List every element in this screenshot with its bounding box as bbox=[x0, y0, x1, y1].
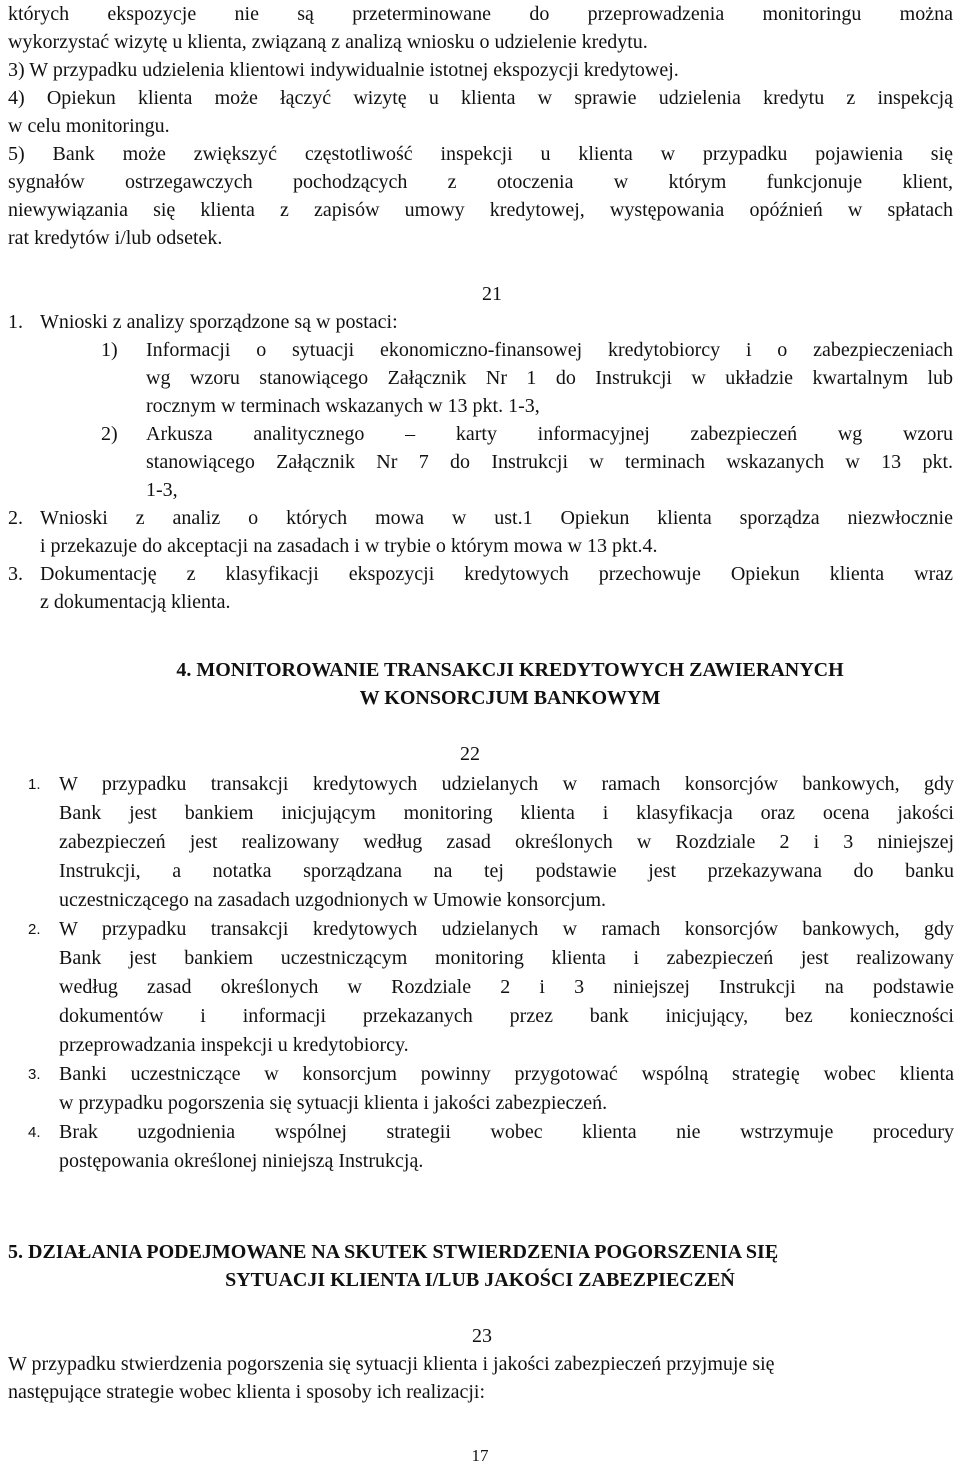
list-item: Wnioski z analiz o których mowa w ust.1 Opiekun klienta sporządza niezwłocznie bbox=[40, 507, 953, 529]
list-number: 2. bbox=[8, 507, 23, 529]
page-number: 17 bbox=[471, 1446, 489, 1465]
list-item-continuation: postępowania określonej niniejszą Instrukcją. bbox=[59, 1150, 424, 1172]
list-item-continuation: zabezpieczeń jest realizowany według zasad określonych w Rozdziale 2 i 3 niniejszej bbox=[59, 831, 954, 853]
list-item: 4) Opiekun klienta może łączyć wizytę u klienta w sprawie udzielenia kredytu z inspekcją bbox=[8, 87, 953, 109]
list-item-continuation: i przekazuje do akceptacji na zasadach i w trybie o którym mowa w 13 pkt.4. bbox=[40, 535, 658, 557]
list-item-continuation: Bank jest bankiem inicjującym monitoring klienta i klasyfikacja oraz ocena jakości bbox=[59, 802, 954, 824]
list-number: 2. bbox=[28, 921, 41, 938]
list-item: Banki uczestniczące w konsorcjum powinny przygotować wspólną strategię wobec klienta bbox=[59, 1063, 954, 1085]
sublist-number: 2) bbox=[101, 423, 118, 445]
sublist-item-continuation: 1-3, bbox=[146, 479, 178, 501]
section-title: SYTUACJI KLIENTA I/LUB JAKOŚCI ZABEZPIECZEŃ bbox=[225, 1269, 735, 1291]
list-item-continuation: Bank jest bankiem uczestniczącym monitoring klienta i zabezpieczeń jest realizowany bbox=[59, 947, 954, 969]
list-item-continuation: Instrukcji, a notatka sporządzana na tej podstawie jest przekazywana do banku bbox=[59, 860, 954, 882]
paragraph-line: wykorzystać wizytę u klienta, związaną z analizą wniosku o udzielenie kredytu. bbox=[8, 31, 648, 53]
list-number: 1. bbox=[8, 311, 23, 333]
paragraph-line: których ekspozycje nie są przeterminowane do przeprowadzenia monitoringu można bbox=[8, 3, 953, 25]
list-number: 3. bbox=[28, 1066, 41, 1083]
sublist-item: Arkusza analitycznego – karty informacyjnej zabezpieczeń wg wzoru bbox=[146, 423, 953, 445]
list-item-continuation: dokumentów i informacji przekazanych przez bank inicjujący, bez konieczności bbox=[59, 1005, 954, 1027]
paragraph-symbol-heading: 21 bbox=[482, 283, 502, 305]
list-item: Wnioski z analizy sporządzone są w postaci: bbox=[40, 311, 398, 333]
section-title: 5. DZIAŁANIA PODEJMOWANE NA SKUTEK STWIERDZENIA POGORSZENIA SIĘ bbox=[8, 1241, 779, 1263]
list-number: 3. bbox=[8, 563, 23, 585]
paragraph-line: następujące strategie wobec klienta i sposoby ich realizacji: bbox=[8, 1381, 486, 1403]
list-item-continuation: w celu monitoringu. bbox=[8, 115, 170, 137]
list-item-continuation: z dokumentacją klienta. bbox=[40, 591, 231, 613]
sublist-number: 1) bbox=[101, 339, 118, 361]
sublist-item-continuation: stanowiącego Załącznik Nr 7 do Instrukcji w terminach wskazanych w 13 pkt. bbox=[146, 451, 953, 473]
list-item-continuation: uczestniczącego na zasadach uzgodnionych w Umowie konsorcjum. bbox=[59, 889, 607, 911]
list-item-continuation: przeprowadzania inspekcji u kredytobiorcy. bbox=[59, 1034, 409, 1056]
list-item-continuation: niewywiązania się klienta z zapisów umowy kredytowej, występowania opóźnień w spłatach bbox=[8, 199, 953, 221]
paragraph-symbol-heading: 22 bbox=[460, 743, 480, 765]
list-item-continuation: według zasad określonych w Rozdziale 2 i 3 niniejszej Instrukcji na podstawie bbox=[59, 976, 954, 998]
section-title: W KONSORCJUM BANKOWYM bbox=[359, 687, 661, 709]
list-item: Dokumentację z klasyfikacji ekspozycji kredytowych przechowuje Opiekun klienta wraz bbox=[40, 563, 953, 585]
list-item-continuation: w przypadku pogorszenia się sytuacji klienta i jakości zabezpieczeń. bbox=[59, 1092, 608, 1114]
paragraph-symbol-heading: 23 bbox=[472, 1325, 492, 1347]
list-item-continuation: rat kredytów i/lub odsetek. bbox=[8, 227, 223, 249]
list-number: 4. bbox=[28, 1124, 41, 1141]
sublist-item: Informacji o sytuacji ekonomiczno-finansowej kredytobiorcy i o zabezpieczeniach bbox=[146, 339, 953, 361]
sublist-item-continuation: rocznym w terminach wskazanych w 13 pkt. 1-3, bbox=[146, 395, 540, 417]
list-item-continuation: sygnałów ostrzegawczych pochodzących z otoczenia w którym funkcjonuje klient, bbox=[8, 171, 953, 193]
list-item: 3) W przypadku udzielenia klientowi indywidualnie istotnej ekspozycji kredytowej. bbox=[8, 59, 679, 81]
list-item: W przypadku transakcji kredytowych udzielanych w ramach konsorcjów bankowych, gdy bbox=[59, 773, 954, 795]
paragraph-line: W przypadku stwierdzenia pogorszenia się sytuacji klienta i jakości zabezpieczeń przyjmuje się bbox=[8, 1353, 775, 1375]
list-item: 5) Bank może zwiększyć częstotliwość inspekcji u klienta w przypadku pojawienia się bbox=[8, 143, 953, 165]
list-item: Brak uzgodnienia wspólnej strategii wobec klienta nie wstrzymuje procedury bbox=[59, 1121, 954, 1143]
list-number: 1. bbox=[28, 776, 41, 793]
sublist-item-continuation: wg wzoru stanowiącego Załącznik Nr 1 do Instrukcji w układzie kwartalnym lub bbox=[146, 367, 953, 389]
section-title: 4. MONITOROWANIE TRANSAKCJI KREDYTOWYCH ZAWIERANYCH bbox=[176, 659, 844, 681]
list-item: W przypadku transakcji kredytowych udzielanych w ramach konsorcjów bankowych, gdy bbox=[59, 918, 954, 940]
